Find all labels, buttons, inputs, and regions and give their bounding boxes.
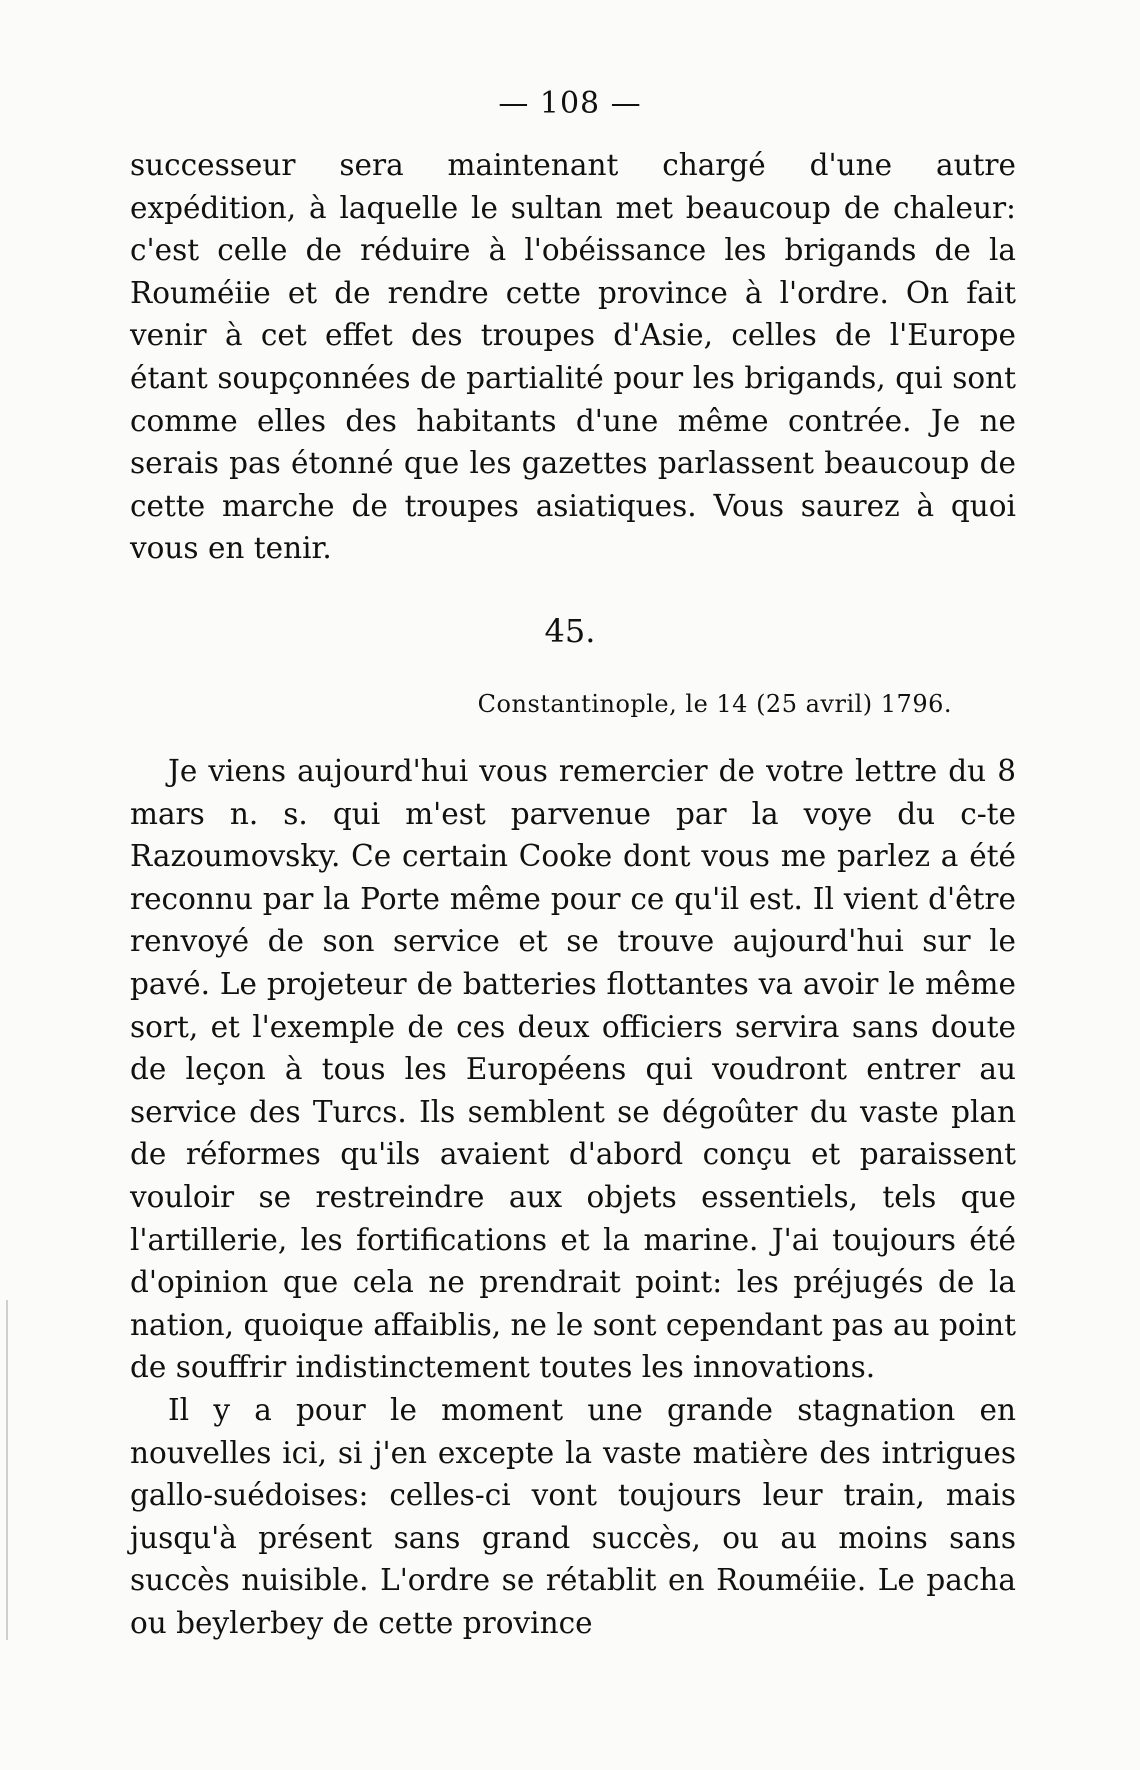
continuation-paragraph: successeur sera maintenant chargé d'une autre expédition, à laquelle le sultan met beaucoup de chaleur: c'est celle de réduire à l'obéissance les brigands de la Rouméiie et de rendre cette province à l'ordre. On fait venir à cet effet des troupes d'Asie, celles de l'Europe étant soupçonnées de partialité pour les brigands, qui sont comme elles des habitants d'une même contrée. Je ne serais pas étonné que les gazettes parlassent beaucoup de cette marche de troupes asiatiques. Vous saurez à quoi vous en tenir. [130, 148, 1016, 566]
letter-body [130, 750, 1016, 1644]
letter-dateline: Constantinople, le 14 (25 avril) 1796. [477, 690, 952, 718]
letter-paragraph-1: Je viens aujourd'hui vous remercier de votre lettre du 8 mars n. s. qui m'est parvenue par la voye du c-te Razoumovsky. Ce certain Cooke dont vous me parlez a été reconnu par la Porte même pour ce qu'il est. Il vient d'être renvoyé de son service et se trouve aujourd'hui sur le pavé. Le projeteur de batteries flottantes va avoir le même sort, et l'exemple de ces deux officiers servira sans doute de leçon à tous les Européens qui voudront entrer au service des Turcs. Ils semblent se dégoûter du vaste plan de réformes qu'ils avaient d'abord conçu et paraissent vouloir se restreindre aux objets essentiels, tels que l'artillerie, les fortifications et la marine. J'ai toujours été d'opinion que cela ne prendrait point: les préjugés de la nation, quoique affaiblis, ne le sont cependant pas au point de souffrir indistinctement toutes les innovations. [130, 754, 1016, 1385]
scan-margin-line [6, 1300, 8, 1640]
continuation-text [130, 144, 1016, 570]
page-number: — 108 — [498, 86, 642, 121]
letter-paragraph-2: Il y a pour le moment une grande stagnation en nouvelles ici, si j'en excepte la vaste matière des intrigues gallo-suédoises: celles-ci vont toujours leur train, mais jusqu'à présent sans grand succès, ou au moins sans succès nuisible. L'ordre se rétablit en Rouméiie. Le pacha ou beylerbey de cette province [130, 1392, 1016, 1640]
letter-number: 45. [544, 612, 596, 650]
